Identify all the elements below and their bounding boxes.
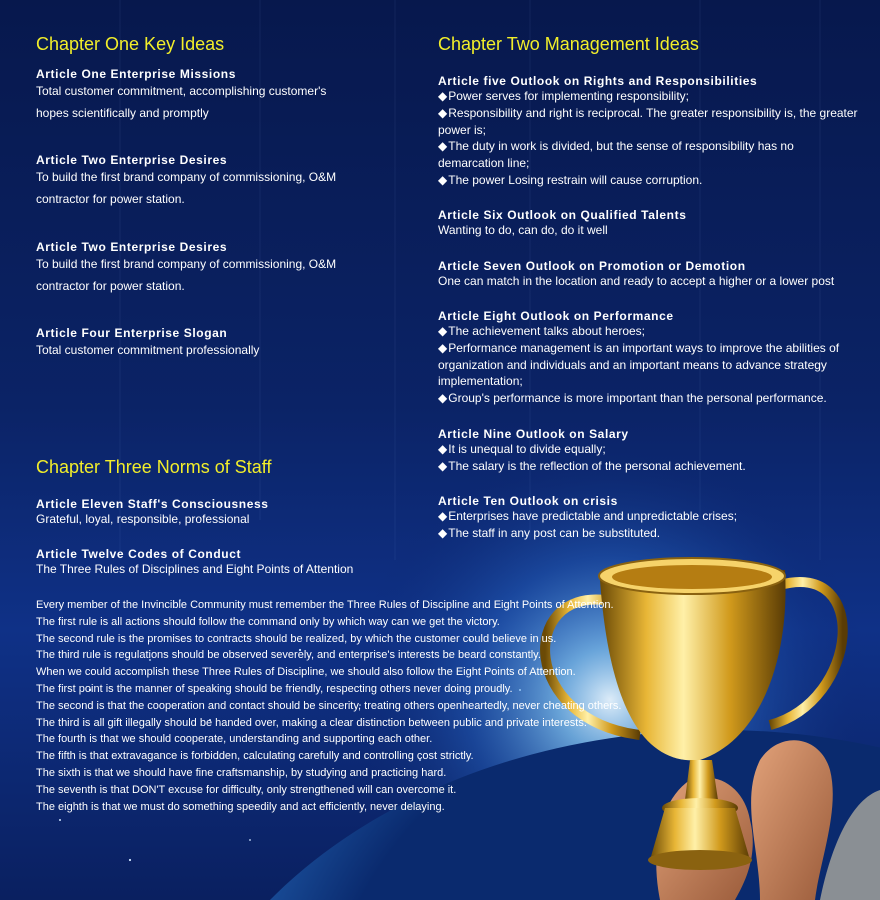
article-text: Grateful, loyal, responsible, professional	[36, 512, 250, 526]
article-block	[438, 259, 858, 290]
norms-paragraph	[36, 597, 736, 815]
article-text: Total customer commitment, accomplishing customer's	[36, 84, 327, 98]
article-block	[36, 240, 376, 297]
article-title: Article Six Outlook on Qualified Talents	[438, 208, 687, 222]
paragraph-line: When we could accomplish these Three Rules of Discipline, we should also follow the Eight Points of Attention.	[36, 666, 576, 679]
chapter-two-title: Chapter Two Management Ideas	[438, 34, 699, 54]
diamond-bullet-icon: ◆	[438, 340, 448, 355]
diamond-bullet-icon: ◆	[438, 442, 448, 456]
diamond-bullet-icon: ◆	[438, 458, 448, 473]
paragraph-line: The third rule is regulations should be observed severely, and enterprise's interests be beard constantly.	[36, 649, 541, 662]
article-block	[438, 427, 858, 475]
article-block	[36, 547, 416, 578]
article-text: To build the first brand company of commissioning, O&M	[36, 257, 337, 271]
article-title: Article Eight Outlook on Performance	[438, 309, 674, 323]
article-title: Article Ten Outlook on crisis	[438, 494, 618, 508]
article-block	[36, 67, 376, 124]
chapter-one-title: Chapter One Key Ideas	[36, 34, 225, 54]
paragraph-line: The first point is the manner of speaking should be friendly, respecting others never doing proudly.	[36, 682, 513, 695]
article-title: Article Four Enterprise Slogan	[36, 326, 228, 340]
diamond-bullet-icon: ◆	[438, 525, 448, 540]
article-block	[36, 326, 376, 362]
diamond-bullet-icon: ◆	[438, 89, 448, 103]
bullet-item: ◆It is unequal to divide equally;	[438, 442, 606, 456]
paragraph-line: The fourth is that we should cooperate, understanding and supporting each other.	[36, 733, 433, 746]
article-text: contractor for power station.	[36, 278, 185, 293]
article-title: Article One Enterprise Missions	[36, 67, 236, 81]
article-block	[438, 74, 858, 189]
diamond-bullet-icon: ◆	[438, 139, 448, 154]
article-block	[438, 494, 858, 542]
article-text: Wanting to do, can do, do it well	[438, 223, 608, 237]
paragraph-line: The third is all gift illegally should be handed over, making a clear distinction between public and private interests.	[36, 716, 587, 729]
paragraph-line: The second is that the cooperation and contact should be sincerity, treating others openheartedly, never cheating others.	[36, 699, 622, 712]
bullet-item: ◆The duty in work is divided, but the sense of responsibility has no demarcation line;	[438, 139, 794, 171]
diamond-bullet-icon: ◆	[438, 172, 448, 187]
bullet-item: ◆The salary is the reflection of the personal achievement.	[438, 458, 746, 473]
bullet-item: ◆Responsibility and right is reciprocal. The greater responsibility is, the greater power is;	[438, 105, 858, 137]
article-block	[438, 309, 860, 407]
chapter-three-title: Chapter Three Norms of Staff	[36, 457, 272, 477]
bullet-item: ◆The staff in any post can be substituted.	[438, 525, 661, 540]
bullet-item: ◆Performance management is an important ways to improve the abilities of organization and individuals and an important means to advance strategy implementation;	[438, 340, 840, 389]
article-title: Article Two Enterprise Desires	[36, 153, 228, 167]
paragraph-line: The sixth is that we should have fine craftsmanship, by studying and practicing hard.	[36, 766, 447, 779]
article-block	[438, 208, 858, 239]
article-text: The Three Rules of Disciplines and Eight Points of Attention	[36, 562, 354, 576]
article-text: hopes scientifically and promptly	[36, 105, 209, 120]
article-title: Article five Outlook on Rights and Responsibilities	[438, 74, 758, 88]
bullet-item: ◆The power Losing restrain will cause corruption.	[438, 172, 703, 187]
article-text: One can match in the location and ready to accept a higher or a lower post	[438, 274, 835, 288]
article-title: Article Eleven Staff's Consciousness	[36, 497, 269, 511]
article-text: Total customer commitment professionally	[36, 343, 260, 357]
paragraph-line: Every member of the Invincible Community must remember the Three Rules of Discipline and Eight Points of Attention.	[36, 599, 614, 611]
paragraph-line: The fifth is that extravagance is forbidden, calculating carefully and controlling cost strictly.	[36, 750, 474, 763]
diamond-bullet-icon: ◆	[438, 324, 448, 338]
article-title: Article Seven Outlook on Promotion or Demotion	[438, 259, 746, 273]
paragraph-line: The first rule is all actions should follow the command only by which way can we get the victory.	[36, 615, 500, 628]
bullet-item: ◆Group's performance is more important than the personal performance.	[438, 391, 827, 406]
paragraph-line: The seventh is that DON'T excuse for difficulty, only strengthened will can overcome it.	[36, 783, 457, 796]
diamond-bullet-icon: ◆	[438, 105, 448, 120]
article-title: Article Twelve Codes of Conduct	[36, 547, 242, 561]
paragraph-line: The eighth is that we must do something speedily and act efficiently, never delaying.	[36, 800, 445, 813]
paragraph-line: The second rule is the promises to contracts should be realized, by which the customer could believe in us.	[36, 632, 557, 645]
article-text: To build the first brand company of commissioning, O&M	[36, 170, 337, 184]
diamond-bullet-icon: ◆	[438, 509, 448, 523]
diamond-bullet-icon: ◆	[438, 391, 448, 406]
article-block	[36, 497, 416, 528]
article-title: Article Nine Outlook on Salary	[438, 427, 629, 441]
article-title: Article Two Enterprise Desires	[36, 240, 228, 254]
article-block	[36, 153, 376, 210]
bullet-item: ◆Power serves for implementing responsibility;	[438, 89, 689, 103]
bullet-item: ◆The achievement talks about heroes;	[438, 324, 646, 338]
article-text: contractor for power station.	[36, 191, 185, 206]
bullet-item: ◆Enterprises have predictable and unpredictable crises;	[438, 509, 738, 523]
